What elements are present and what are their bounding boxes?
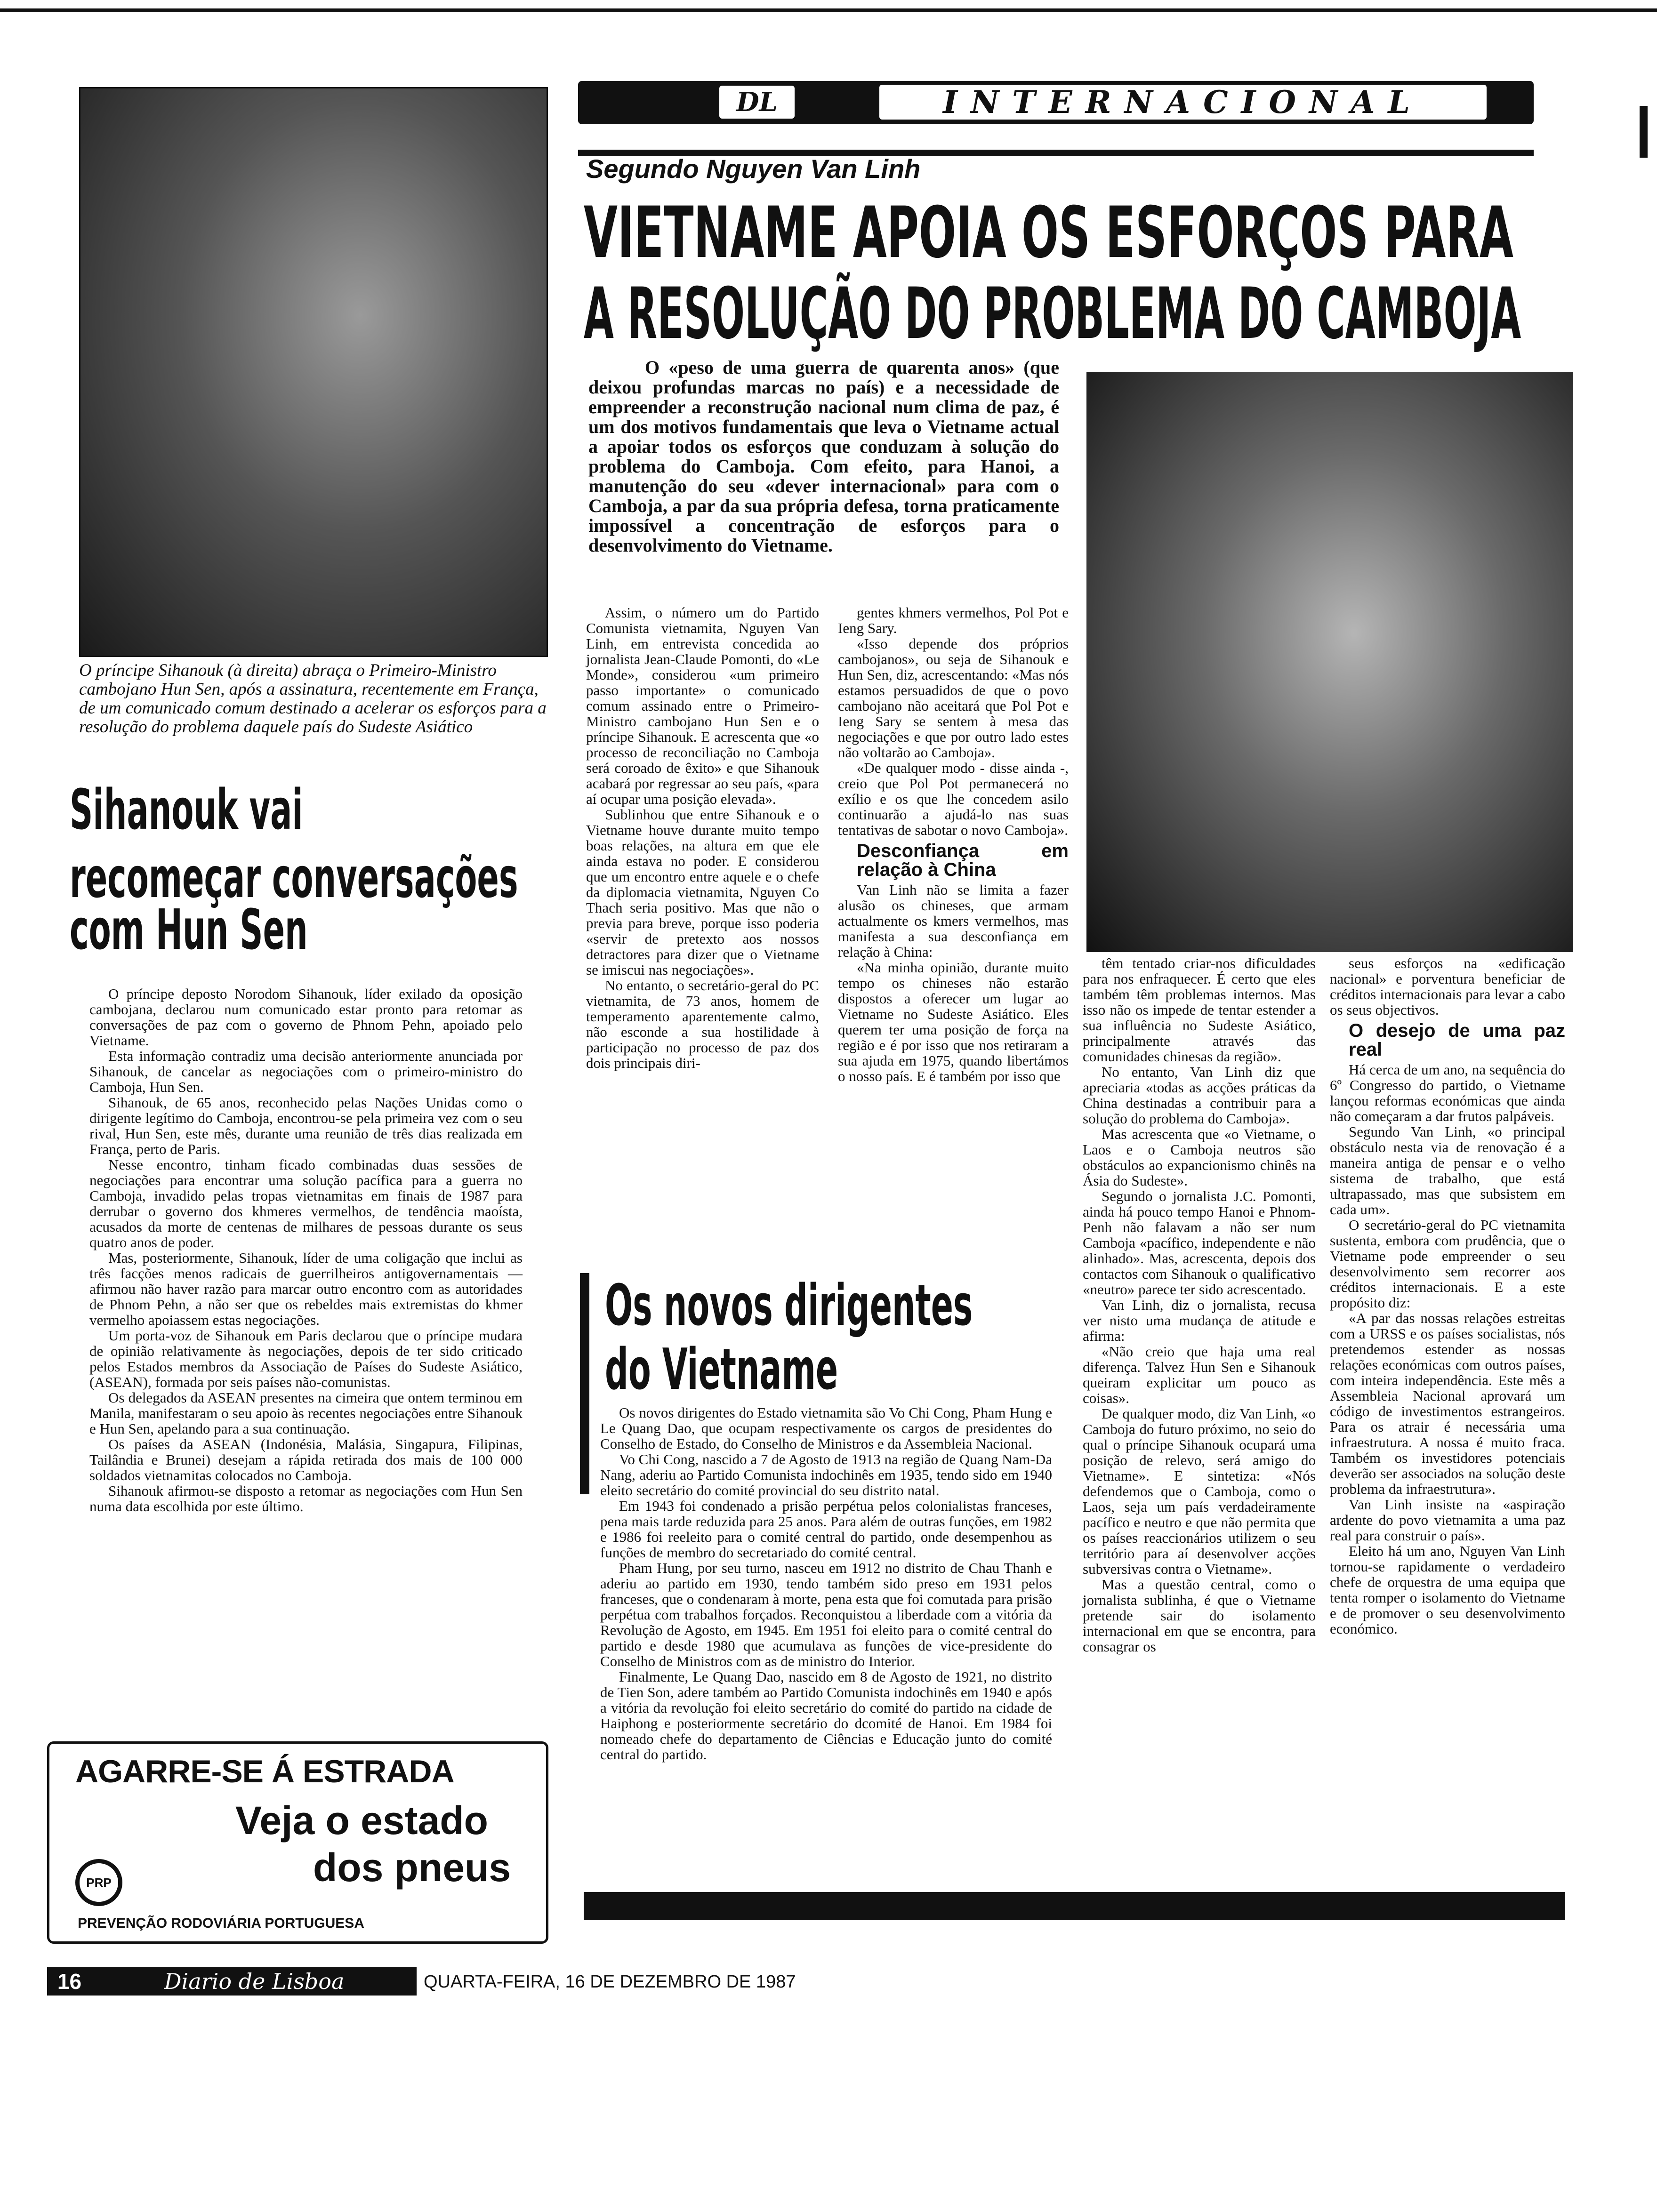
main-column-3: [1083, 955, 1316, 1654]
paragraph: Segundo Van Linh, «o principal obstáculo nesta via de renovação é a maneira antiga de pensar e o velho sistema de trabalho, que está ultrapassado, mas que subsistem em cada um».: [1330, 1123, 1565, 1218]
paragraph: Van Linh, diz o jornalista, recusa ver nisto uma mudança de atitude e afirma:: [1083, 1297, 1316, 1344]
lead-paragraph: [588, 358, 1059, 555]
paragraph: «Não creio que haja uma real diferença. Talvez Hun Sen e Sihanouk queiram explicitar um pouco as coisas».: [1083, 1343, 1316, 1406]
paragraph: O secretário-geral do PC vietnamita sustenta, embora com prudência, que o Vietname pode empreender o seu desenvolvimento sem recorrer aos créditos internacionais. E a este propósito diz:: [1330, 1217, 1565, 1311]
paragraph: «De qualquer modo - disse ainda -, creio que Pol Pot permanecerá no exílio e os que lhe concedem asilo continuarão a ajudá-lo nas suas tentativas de sabotar o novo Camboja».: [838, 760, 1069, 838]
paragraph: seus esforços na «edificação nacional» e porventura beneficiar de créditos internacionais para levar a cabo os seus objectivos.: [1330, 955, 1565, 1018]
main-column-2: [838, 605, 1069, 1084]
page-number: 16: [47, 1967, 92, 1996]
box-left-rule: [580, 1273, 589, 1494]
dl-logo-text: DL: [736, 87, 778, 118]
paragraph: O príncipe deposto Norodom Sihanouk, líder exilado da oposição cambojana, declarou num comunicado estar pronto para retomar as conversações de paz com o governo de Phnom Pehn, apoiado pelo Vietname.: [89, 986, 523, 1049]
tyre-safety-ad: [47, 1741, 548, 1944]
paragraph: De qualquer modo, diz Van Linh, «o Camboja do futuro próximo, no seio do qual o príncipe Sihanouk ocupará uma posição de relevo, será amigo do Vietname». E sintetiza: «Nós defendemos que o Camboja, como o Laos, seja um país verdadeiramente pacífico e neutro e que não permita que os países reaccionários utilizem o seu território para aí desenvolver acções subversivas contra o Vietname».: [1083, 1405, 1316, 1577]
new-leaders-body: [600, 1405, 1052, 1762]
sihanouk-headline: [70, 777, 555, 988]
bottom-article-rule: [584, 1892, 1565, 1920]
main-headline-line2: A RESOLUÇÃO DO PROBLEMA DO CAMBOJA: [584, 273, 1521, 355]
main-headline: [584, 192, 1549, 365]
subhead-china: Desconfiança em relação à China: [857, 841, 1069, 880]
ad-headline: AGARRE-SE Á ESTRADA: [75, 1754, 454, 1789]
paragraph: Nesse encontro, tinham ficado combinadas duas sessões de negociações para encontrar uma solução pacífica para a guerra no Camboja, invadido pelas tropas vietnamitas em finais de 1987 para derrubar o governo dos khmeres vermelhos, de tendência maoísta, acusados da morte de centenas de milhares de pessoas durante os seus quatro anos de poder.: [89, 1156, 523, 1250]
paragraph: No entanto, o secretário-geral do PC vietnamita, de 73 anos, homem de temperamento aparentemente calmo, não esconde a sua hostilidade à participação no processo de paz dos dois principais diri-: [586, 977, 819, 1071]
paragraph: Um porta-voz de Sihanouk em Paris declarou que o príncipe mudara de opinião relativamente às negociações, depois de ter sido criticado pelos Estados membros da Associação de Países do Sudeste Asiático, (ASEAN), formada por seis países não-comunistas.: [89, 1327, 523, 1390]
paragraph: Mas a questão central, como o jornalista sublinha, é que o Vietname pretende sair do isolamento internacional em que se encontra, para consagrar os: [1083, 1576, 1316, 1655]
ad-line-veja: Veja o estado: [235, 1798, 488, 1843]
page-footer: [47, 1967, 796, 1996]
paragraph: gentes khmers vermelhos, Pol Pot e Ieng Sary.: [838, 604, 1069, 636]
paragraph: Pham Hung, por seu turno, nasceu em 1912 no distrito de Chau Thanh e aderiu ao partido em 1930, tendo também sido preso em 1931 pelos franceses, que o condenaram à morte, pena esta que foi comutada para prisão perpétua com trabalhos forçados. Reconquistou a liberdade com a vitória da Revolução de Agosto, em 1945. Em 1951 foi eleito para o comité central do partido e desde 1980 que acumulava as funções de vice-presidente do Conselho de Ministros com as de ministro do Interior.: [600, 1560, 1052, 1669]
kicker: Segundo Nguyen Van Linh: [586, 154, 921, 184]
prp-logo-icon: [75, 1859, 122, 1906]
new-leaders-headline: [605, 1275, 1057, 1407]
paragraph: Eleito há um ano, Nguyen Van Linh tornou-se rapidamente o verdadeiro chefe de orquestra de uma equipa que tenta romper o isolamento do Vietname e de promover o seu desenvolvimento económico.: [1330, 1543, 1565, 1637]
paragraph: Em 1943 foi condenado a prisão perpétua pelos colonialistas franceses, pena mais tarde reduzida para 25 anos. Para além de outras funções, em 1982 e 1986 foi reeleito para o comité central do partido, onde desempenhou as funções de membro do secretariado do comité central.: [600, 1498, 1052, 1561]
paragraph: Os novos dirigentes do Estado vietnamita são Vo Chi Cong, Pham Hung e Le Quang Dao, que ocupam respectivamente os cargos de presidentes do Conselho de Estado, do Conselho de Ministros e da Assembleia Nacional.: [600, 1404, 1052, 1452]
paragraph: No entanto, Van Linh diz que apreciaria «todas as acções práticas da China destinadas a contribuir para a solução do problema do Camboja».: [1083, 1064, 1316, 1127]
nguyen-van-linh-photo: [1086, 372, 1573, 952]
sihanouk-headline-line3: com Hun Sen: [70, 897, 308, 962]
paragraph: Sihanouk afirmou-se disposto a retomar as negociações com Hun Sen numa data escolhida por este último.: [89, 1483, 523, 1515]
paragraph: Van Linh não se limita a fazer alusão os chineses, que armam actualmente os kmers vermelhos, mas manifesta a sua desconfiança em relação à China:: [838, 882, 1069, 960]
paragraph: têm tentado criar-nos dificuldades para nos enfraquecer. É certo que eles também têm problemas internos. Mas isso não os impede de tentar estender a sua influência no Sudeste Asiático, principalmente através das comunidades chinesas da região».: [1083, 955, 1316, 1065]
paragraph: Assim, o número um do Partido Comunista vietnamita, Nguyen Van Linh, em entrevista concedida ao jornalista Jean-Claude Pomonti, do «Le Monde», considerou «um primeiro passo importante» o comunicado comum assinado entre o Primeiro-Ministro cambojano Hun Sen e o príncipe Sihanouk. E acrescenta que «o processo de reconciliação no Camboja será coroado de êxito» e que Sihanouk acabará por regressar ao seu país, «para aí ocupar uma posição elevada».: [586, 604, 819, 807]
paragraph: Sublinhou que entre Sihanouk e o Vietname houve durante muito tempo boas relações, na altura em que ele ainda estava no poder. E considerou que um encontro entre aquele e o chefe da diplomacia vietnamita, Nguyen Co Thach seria positivo. Mas que não o previa para breve, porque isso poderia «servir de pretexto aos nossos detractores para dizer que o Vietname se imiscui nas negociações».: [586, 806, 819, 978]
photo-caption: O príncipe Sihanouk (à direita) abraça o Primeiro-Ministro cambojano Hun Sen, após a assinatura, recentemente em França, de um comunicado comum destinado a acelerar os esforços para a resolução do problema daquele país do Sudeste Asiático: [79, 661, 547, 737]
paragraph: «Isso depende dos próprios cambojanos», ou seja de Sihanouk e Hun Sen, diz, acrescentando: «Mas nós estamos persuadidos de que o povo cambojano não aceitará que Pol Pot e Ieng Sary se sentem à mesa das negociações e que por outro lado estes não voltarão ao Camboja».: [838, 635, 1069, 761]
subhead-peace: O desejo de uma paz real: [1349, 1020, 1565, 1060]
main-column-4: [1330, 955, 1565, 1636]
right-edge-mark: [1640, 106, 1648, 158]
paragraph: Os delegados da ASEAN presentes na cimeira que ontem terminou em Manila, manifestaram o seu apoio às recentes negociações entre Sihanouk e Hun Sen, apelando para a sua continuação.: [89, 1389, 523, 1437]
paragraph: «Na minha opinião, durante muito tempo os chineses não estarão dispostos a oferecer um lugar ao Vietname no Sudeste Asiático. Eles querem ter uma posição de força na região e é por isso que nos retiraram a sua ajuda em 1975, quando libertámos o nosso país. E é também por isso que: [838, 959, 1069, 1084]
issue-date: QUARTA-FEIRA, 16 DE DEZEMBRO DE 1987: [424, 1972, 796, 1992]
paragraph: Segundo o jornalista J.C. Pomonti, ainda há pouco tempo Hanoi e Phnom-Penh não falavam a não ser num Camboja «pacífico, independente e não alinhado». Mas, acrescenta, depois dos contactos com Sihanouk o qualificativo «neutro» parece ter sido acrescentado.: [1083, 1188, 1316, 1298]
sihanouk-headline-line1: Sihanouk vai: [70, 777, 303, 842]
paragraph: Sihanouk, de 65 anos, reconhecido pelas Nações Unidas como o dirigente legítimo do Camboja, encontrou-se pela primeira vez com o seu rival, Hun Sen, este mês, durante uma reunião de três dias realizada em França, perto de Paris.: [89, 1094, 523, 1157]
paragraph: Mas, posteriormente, Sihanouk, líder de uma coligação que inclui as três facções menos radicais de guerrilheiros antigovernamentais — afirmou não haver razão para marcar outro encontro com as autoridades de Phnom Pehn, a não ser que os rebeldes mais extremistas do khmer vermelho apoiassem estas negociações.: [89, 1250, 523, 1328]
section-banner: [578, 81, 1534, 124]
paragraph: Mas acrescenta que «o Vietname, o Laos e o Camboja neutros são obstáculos ao expancionismo chinês na Ásia do Sudeste».: [1083, 1126, 1316, 1189]
paragraph: «A par das nossas relações estreitas com a URSS e os países socialistas, nós pretendemos estender as nossas relações económicas com outros países, com inteira independência. Este mês a Assembleia Nacional aprovará um código de investimentos estrangeiros. Para os atrair é necessária uma infraestrutura. A nossa é muito fraca. Também os investidores potenciais deverão ser associados na solução deste problema da infraestrutura».: [1330, 1310, 1565, 1497]
paragraph: Os países da ASEAN (Indonésia, Malásia, Singapura, Filipinas, Tailândia e Brunei) desejam a rápida retirada dos mais de 100 000 soldados vietnamitas colocados no Camboja.: [89, 1436, 523, 1483]
paragraph: Finalmente, Le Quang Dao, nascido em 8 de Agosto de 1921, no distrito de Tien Son, adere também ao Partido Comunista indochinês em 1940 e após a vitória da revolução foi eleito secretário do comité do partido na cidade de Haiphong e posteriormente secretário do dcomité de Hanoi. Em 1984 foi nomeado chefe do departamento de Ciências e Educação junto do comité central do partido.: [600, 1668, 1052, 1763]
dl-logo: [719, 86, 795, 119]
ad-footer: PREVENÇÃO RODOVIÁRIA PORTUGUESA: [78, 1915, 364, 1931]
new-leaders-headline-line1: Os novos dirigentes: [605, 1273, 973, 1338]
sihanouk-hun-sen-photo: [79, 87, 548, 657]
ad-line-pneus: dos pneus: [313, 1845, 511, 1890]
sihanouk-headline-line2: recomeçar conversações: [70, 845, 518, 910]
paragraph: Há cerca de um ano, na sequência do 6º Congresso do partido, o Vietname lançou reformas económicas que ainda não começaram a dar frutos palpáveis.: [1330, 1061, 1565, 1124]
main-column-1: [586, 605, 819, 1071]
paragraph: Esta informação contradiz uma decisão anteriormente anunciada por Sihanouk, de cancelar as negociações com o primeiro-ministro do Camboja, Hun Sen.: [89, 1048, 523, 1095]
sihanouk-article-body: [89, 986, 523, 1514]
paragraph: Van Linh insiste na «aspiração ardente do povo vietnamita a uma paz real para construir o país».: [1330, 1496, 1565, 1544]
section-title: INTERNACIONAL: [879, 85, 1487, 120]
new-leaders-headline-line2: do Vietname: [605, 1337, 838, 1403]
lead-text: O «peso de uma guerra de quarenta anos» (que deixou profundas marcas no país) e a necessidade de empreender a reconstrução nacional num clima de paz, é um dos motivos fundamentais que leva o Vietname actual a apoiar todos os esforços que conduzam à solução do problema do Camboja. Com efeito, para Hanoi, a manutenção do seu «dever internacional» para com o Camboja, a par da sua própria defesa, torna praticamente impossível a concentração de esforços para o desenvolvimento do Vietname.: [588, 357, 1059, 556]
top-rule: [0, 8, 1657, 12]
prp-logo-text: PRP: [86, 1875, 112, 1890]
paragraph: Vo Chi Cong, nascido a 7 de Agosto de 1913 na região de Quang Nam-Da Nang, aderiu ao Partido Comunista indochinês em 1935, tendo sido em 1940 eleito secretário do comité provincial do seu distrito natal.: [600, 1451, 1052, 1499]
masthead: Diario de Lisboa: [92, 1967, 417, 1996]
main-headline-line1: VIETNAME APOIA OS ESFORÇOS PARA: [584, 192, 1513, 274]
